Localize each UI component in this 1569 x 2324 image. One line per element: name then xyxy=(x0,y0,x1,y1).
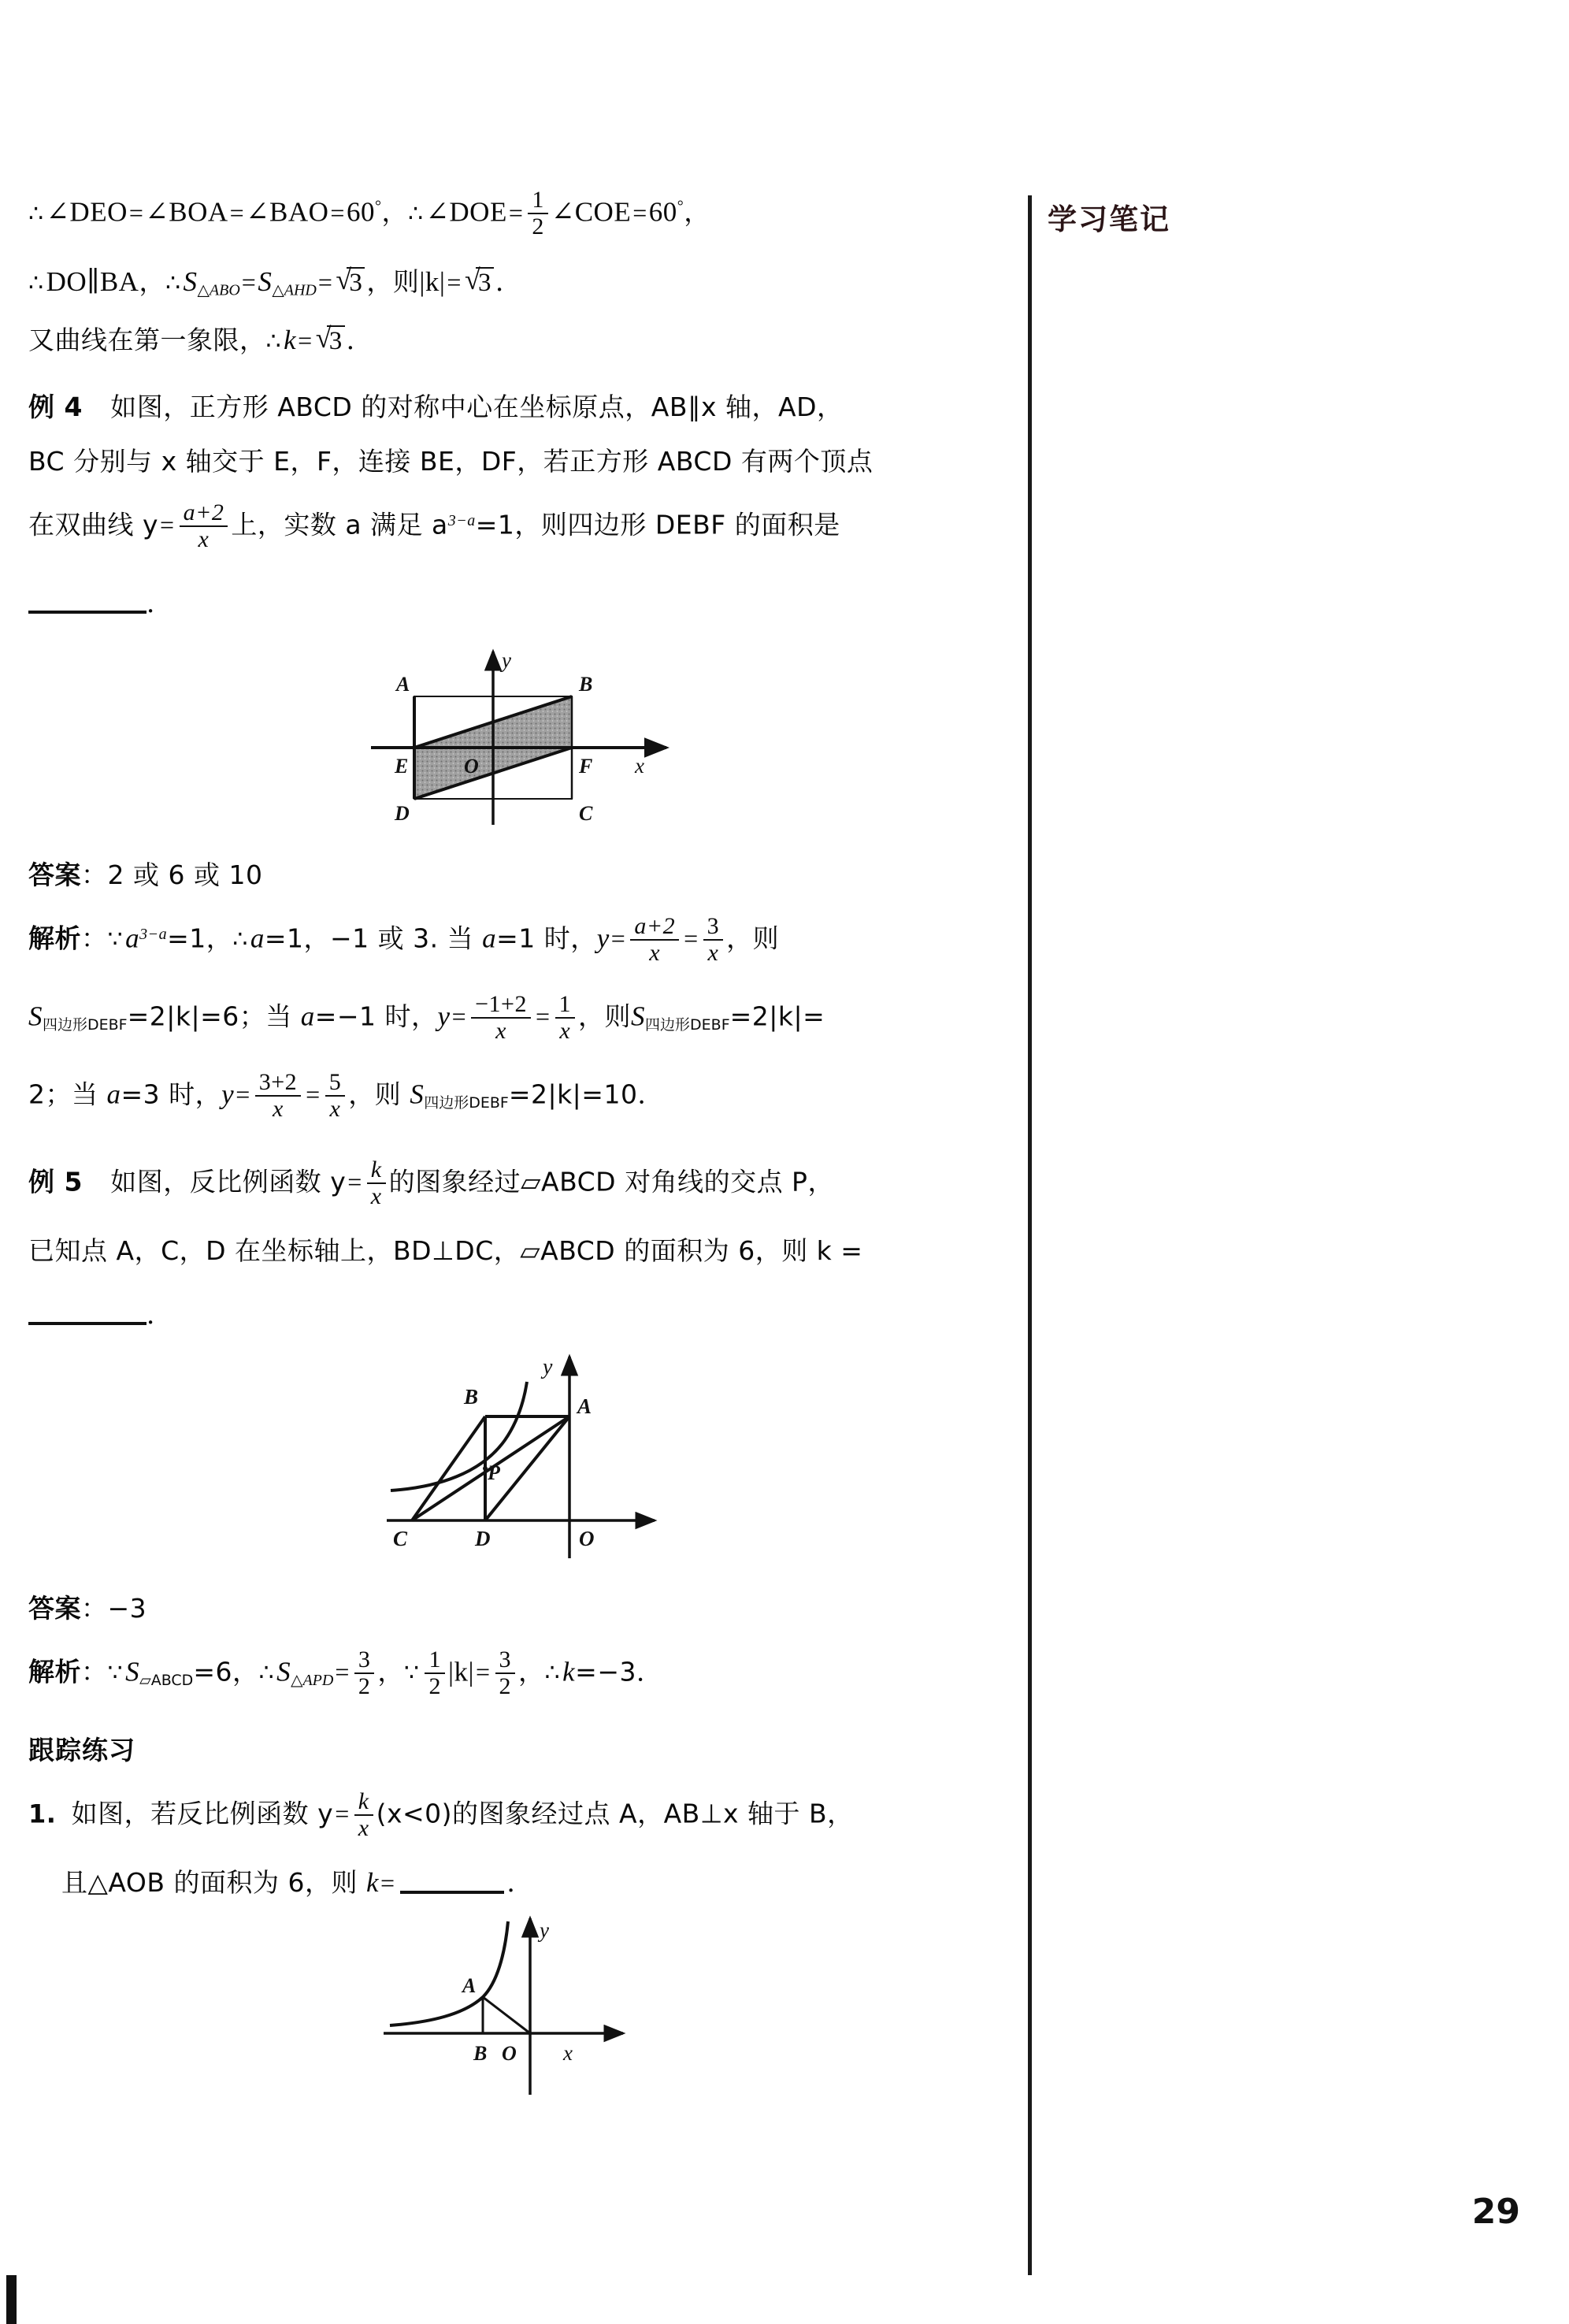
area-subscript: 四边形DEBF xyxy=(424,1093,509,1112)
case-a-equals-1: =1 时， xyxy=(496,923,597,954)
numerator: 3 xyxy=(499,1646,512,1673)
prev-solution-line-2 xyxy=(28,267,1013,299)
fraction-k-over-x xyxy=(354,1789,373,1840)
example4-statement-1: 如图，正方形 ABCD 的对称中心在坐标原点，AB∥x 轴，AD， xyxy=(110,391,844,422)
label-B: B xyxy=(473,2041,488,2065)
equals-minus-3: =−3． xyxy=(575,1656,663,1687)
spacer xyxy=(28,967,1013,993)
example5-statement-pre: 如图，反比例函数 y xyxy=(110,1166,347,1197)
radicand: 3 xyxy=(476,267,494,299)
equals: = xyxy=(236,1080,250,1109)
equals: = xyxy=(330,198,345,227)
denominator: x xyxy=(703,939,724,966)
then: ，则 xyxy=(726,923,780,954)
numerator: 1 xyxy=(428,1646,441,1673)
numerator: a+2 xyxy=(634,913,676,940)
spacer xyxy=(28,1045,1013,1071)
hyperbola-curve xyxy=(391,1382,527,1491)
then: ，则 xyxy=(348,1078,410,1110)
notes-column xyxy=(1048,195,1520,238)
case-prefix: 2；当 xyxy=(28,1078,107,1110)
because-symbol: ∵ xyxy=(107,926,124,954)
spacer xyxy=(28,475,1013,502)
binding-mark xyxy=(6,2275,17,2324)
equals: = xyxy=(610,924,626,953)
label-C: C xyxy=(393,1526,408,1550)
spacer xyxy=(28,357,1013,393)
comma: ， xyxy=(377,1656,404,1687)
fraction-3-over-2 xyxy=(354,1647,375,1698)
variable-k: k xyxy=(562,1656,576,1687)
x-axis-label: x xyxy=(563,2040,573,2065)
equals: = xyxy=(306,1080,321,1109)
angle-boa: ∠BOA xyxy=(145,196,228,228)
label-F: F xyxy=(579,754,593,778)
area-subscript: 四边形DEBF xyxy=(43,1015,128,1034)
segment-AO xyxy=(483,1997,530,2033)
area-abo: S xyxy=(183,266,198,297)
analysis-label: 解析 xyxy=(28,923,81,954)
fraction-a-plus-2-over-x xyxy=(180,500,228,551)
equals-6: =6， xyxy=(193,1656,259,1687)
equals: = xyxy=(632,198,647,227)
spacer xyxy=(28,1568,1013,1595)
hyperbola-curve xyxy=(390,1921,508,2025)
fraction-3-over-x xyxy=(703,914,724,965)
equals-one: =1， xyxy=(167,923,233,954)
practice-q1-figure-container xyxy=(28,1914,1013,2111)
example5-label: 例 5 xyxy=(28,1166,83,1197)
denominator: x xyxy=(325,1095,346,1122)
prev-solution-line-1 xyxy=(28,189,1013,240)
area-symbol: S xyxy=(631,1001,646,1032)
label-B: B xyxy=(579,672,593,696)
example4-line-2 xyxy=(28,447,1013,475)
fraction-one-half xyxy=(528,187,548,239)
period: ． xyxy=(495,266,522,297)
example4-analysis-line-2 xyxy=(28,993,1013,1045)
spacer xyxy=(28,299,1013,325)
fraction-5-over-x xyxy=(325,1070,346,1121)
variable-a: a xyxy=(106,1078,121,1110)
numerator: 3+2 xyxy=(258,1069,298,1096)
y-axis-label: y xyxy=(502,648,511,672)
therefore-symbol: ∴ xyxy=(265,327,282,355)
exponent: 3−a xyxy=(139,926,168,944)
variable-a: a xyxy=(250,923,265,954)
y-axis-label: y xyxy=(540,1917,549,1942)
denominator: 2 xyxy=(354,1672,375,1699)
page-number: 29 xyxy=(1471,2192,1520,2232)
numerator: 1 xyxy=(558,991,572,1018)
numerator: −1+2 xyxy=(475,991,527,1018)
fraction-1-over-2 xyxy=(425,1647,445,1698)
q1-statement-2: 且△AOB 的面积为 6，则 xyxy=(61,1866,366,1898)
label-D: D xyxy=(395,801,410,825)
notes-column-title: 学习笔记 xyxy=(1048,202,1170,236)
denominator: 2 xyxy=(495,1672,516,1699)
analysis-label: 解析 xyxy=(28,1656,81,1687)
then: ，则 xyxy=(578,1001,632,1032)
y-axis-label: y xyxy=(543,1354,553,1379)
fraction-a-plus-2-over-x xyxy=(630,914,679,965)
period: ． xyxy=(506,1866,534,1898)
equals: = xyxy=(317,268,333,296)
therefore-symbol: ∴ xyxy=(407,199,424,228)
variable-k: k xyxy=(365,1866,379,1898)
variable-a: a xyxy=(125,923,140,954)
fraction-minus1-plus-2-over-x xyxy=(471,992,531,1043)
numerator: 5 xyxy=(328,1069,342,1096)
abs-k: |k| xyxy=(447,1656,474,1687)
a-values: =1，−1 或 3. 当 xyxy=(264,923,483,954)
denominator: x xyxy=(354,1814,373,1841)
practice-q1-line-1 xyxy=(28,1788,1013,1842)
area-symbol: S xyxy=(28,1001,43,1032)
radicand: 3 xyxy=(327,325,345,357)
area-symbol: S xyxy=(410,1078,425,1110)
period: ． xyxy=(147,587,173,618)
period: ． xyxy=(147,1298,173,1330)
denominator: x xyxy=(255,1095,301,1122)
example5-line-2 xyxy=(28,1234,1013,1266)
answer-value: ：2 或 6 或 10 xyxy=(81,859,263,890)
numerator: a+2 xyxy=(183,499,224,526)
denominator: x xyxy=(180,525,228,552)
spacer xyxy=(28,1622,1013,1649)
q1-statement-post: (x<0)的图象经过点 A，AB⊥x 轴于 B， xyxy=(376,1798,854,1829)
equals: = xyxy=(298,325,313,355)
example5-answer-line xyxy=(28,1592,1013,1624)
therefore-symbol: ∴ xyxy=(165,269,181,297)
example5-answer-blank xyxy=(28,1298,1013,1330)
area-symbol: S xyxy=(125,1656,140,1687)
numerator: 3 xyxy=(707,913,720,940)
label-A: A xyxy=(396,672,410,696)
spacer xyxy=(28,1764,1013,1791)
denominator: x xyxy=(555,1017,576,1044)
period: ． xyxy=(346,324,373,355)
degree-sign: ° xyxy=(374,198,382,216)
sqrt-3 xyxy=(316,325,345,357)
degree-sign: ° xyxy=(677,198,684,216)
area-ahd: S xyxy=(258,266,273,297)
equals-2absk: =2|k|= xyxy=(729,1001,825,1032)
example5-analysis-line: 解析：∵S▱ABCD=6，$\therefore S_{\triangle APD}=$ $\frac{3}{2}$ ，∵ $\frac{1}{2}$ |k|= $\frac{3}{2}$ ，∴k=−3． xyxy=(28,1646,663,1699)
variable-a: a xyxy=(300,1001,315,1032)
because-symbol: ∵ xyxy=(403,1659,420,1687)
spacer xyxy=(28,553,1013,589)
case-a-equals-3: =3 时， xyxy=(121,1078,222,1110)
therefore-symbol: ∴ xyxy=(544,1659,561,1687)
variable-y: y xyxy=(437,1001,451,1032)
answer-value: ：−3 xyxy=(81,1592,147,1624)
variable-y: y xyxy=(596,923,610,954)
example5-statement-2: 已知点 A，C，D 在坐标轴上，BD⊥DC，▱ABCD 的面积为 6，则 k = xyxy=(28,1234,863,1266)
sqrt-3b xyxy=(465,267,494,299)
column-divider xyxy=(1028,195,1032,2275)
angle-deo: ∠DEO xyxy=(46,196,128,228)
equals: = xyxy=(535,1002,551,1031)
value-60b: 60 xyxy=(648,196,677,228)
area-ahd-subscript: △AHD xyxy=(272,281,317,299)
spacer xyxy=(28,421,1013,447)
exponent-3-minus-a: 3−a xyxy=(447,512,476,530)
result-6: =2|k|=6；当 xyxy=(127,1001,301,1032)
numerator: k xyxy=(370,1156,382,1183)
denominator: 2 xyxy=(425,1672,445,1699)
therefore-symbol: ∴ xyxy=(232,926,248,954)
practice-heading-text: 跟踪练习 xyxy=(28,1734,135,1765)
label-A: A xyxy=(462,1973,477,1997)
equals: = xyxy=(335,1799,350,1828)
then-text: ，则 xyxy=(366,266,420,297)
fraction-k-over-x xyxy=(367,1157,386,1208)
label-P: P xyxy=(488,1461,500,1484)
comma: ， xyxy=(518,1656,545,1687)
variable-y: y xyxy=(221,1078,235,1110)
answer-label: 答案 xyxy=(28,859,81,890)
numerator: 1 xyxy=(532,187,544,213)
spacer xyxy=(28,1210,1013,1237)
spacer xyxy=(28,889,1013,915)
therefore-symbol: ∴ xyxy=(28,199,44,228)
example4-line-1 xyxy=(28,393,1013,421)
therefore-symbol: ∴ xyxy=(258,1659,275,1687)
answer-blank-field[interactable] xyxy=(28,1305,147,1325)
case-a-equals-minus-1: =−1 时， xyxy=(314,1001,438,1032)
example4-label: 例 4 xyxy=(28,391,83,422)
equals: = xyxy=(229,198,245,227)
label-O: O xyxy=(502,2041,517,2065)
equals: = xyxy=(451,1002,467,1031)
equals: = xyxy=(684,924,699,953)
equals-10: =2|k|=10． xyxy=(508,1078,664,1110)
equals: = xyxy=(447,268,462,296)
numerator: k xyxy=(358,1788,369,1815)
angle-doe: ∠DOE xyxy=(425,196,507,228)
example5-statement-post: 的图象经过▱ABCD 对角线的交点 P， xyxy=(388,1166,834,1197)
spacer xyxy=(28,240,1013,267)
equals: = xyxy=(241,268,257,296)
spacer xyxy=(28,1700,1013,1736)
comma: ， xyxy=(684,196,710,228)
do-parallel-ba: DO∥BA xyxy=(46,266,139,297)
prev-solution-line-3 xyxy=(28,325,1013,357)
angle-bao: ∠BAO xyxy=(246,196,329,228)
example4-statement-3-post: =1，则四边形 DEBF 的面积是 xyxy=(475,509,840,540)
spacer xyxy=(28,834,1013,861)
denominator: 2 xyxy=(528,213,548,239)
example4-statement-2: BC 分别与 x 轴交于 E，F，连接 BE，DF，若正方形 ABCD 有两个顶点 xyxy=(28,445,874,477)
value-60: 60 xyxy=(346,196,375,228)
q1-statement-pre: 如图，若反比例函数 y xyxy=(71,1798,334,1829)
area-subscript: ▱ABCD xyxy=(139,1671,194,1689)
x-axis-label: x xyxy=(635,753,644,778)
example4-answer-line xyxy=(28,861,1013,889)
equals: = xyxy=(335,1658,350,1687)
example4-statement-3-pre: 在双曲线 y xyxy=(28,509,159,540)
label-O: O xyxy=(464,754,479,778)
equals: = xyxy=(508,198,524,227)
numerator: 3 xyxy=(358,1646,371,1673)
because-symbol: ∵ xyxy=(107,1659,124,1687)
variable-k: k xyxy=(284,324,297,355)
example4-figure-container xyxy=(28,637,1013,834)
example4-figure xyxy=(355,637,686,834)
angle-coe: ∠COE xyxy=(551,196,632,228)
sqrt-3 xyxy=(336,267,365,299)
label-O: O xyxy=(579,1526,595,1550)
label-B: B xyxy=(464,1384,479,1409)
fraction-3-over-2b xyxy=(495,1647,516,1698)
spacer xyxy=(28,1842,1013,1869)
radicand: 3 xyxy=(347,267,365,299)
practice-q1-figure xyxy=(363,1914,678,2111)
label-A: A xyxy=(577,1394,592,1418)
practice-heading xyxy=(28,1736,1013,1764)
area-subscript: 四边形DEBF xyxy=(645,1015,730,1034)
practice-q1-line-2 xyxy=(28,1866,1013,1898)
label-D: D xyxy=(475,1526,491,1550)
example4-analysis-line-3 xyxy=(28,1071,1013,1123)
area-abo-subscript: △ABO xyxy=(197,281,240,299)
fraction-1-over-x xyxy=(555,992,576,1043)
area-symbol: S xyxy=(276,1656,291,1687)
abs-k: |k| xyxy=(419,266,446,297)
therefore-symbol: ∴ xyxy=(28,269,44,297)
example5-figure-container xyxy=(28,1347,1013,1568)
area-subscript: △APD xyxy=(291,1672,334,1689)
answer-blank-field[interactable] xyxy=(400,1875,504,1894)
equals: = xyxy=(128,198,144,227)
denominator: x xyxy=(471,1017,531,1044)
equals: = xyxy=(380,1868,395,1897)
example4-statement-3-mid: 上，实数 a 满足 a xyxy=(231,509,448,540)
label-E: E xyxy=(395,754,409,778)
main-content-column xyxy=(28,189,1013,2111)
denominator: x xyxy=(630,939,679,966)
fraction-3-plus-2-over-x xyxy=(255,1070,301,1121)
equals: = xyxy=(160,510,175,540)
spacer xyxy=(28,1264,1013,1301)
spacer xyxy=(28,1123,1013,1159)
comma: ， xyxy=(381,196,408,228)
example5-figure xyxy=(363,1347,678,1568)
curve-first-quadrant-text: 又曲线在第一象限， xyxy=(28,324,266,355)
comma: ， xyxy=(139,266,165,297)
denominator: x xyxy=(367,1182,386,1209)
equals: = xyxy=(475,1658,491,1687)
example4-line-3 xyxy=(28,499,1013,553)
answer-blank-field[interactable] xyxy=(28,593,147,614)
example4-analysis-line-1: 解析：$\because a^{3-a}=1$，∴a=1，−1 或 3. 当 a=1 时，y= $\frac{a+2}{x}$ = $\frac{3}{x}$ ，则 xyxy=(28,913,780,966)
answer-label: 答案 xyxy=(28,1592,81,1624)
variable-a: a xyxy=(482,923,497,954)
label-C: C xyxy=(579,801,593,825)
example4-answer-blank xyxy=(28,589,1013,617)
example5-line-1 xyxy=(28,1156,1013,1210)
question-number: 1. xyxy=(28,1799,57,1829)
equals: = xyxy=(347,1168,362,1197)
